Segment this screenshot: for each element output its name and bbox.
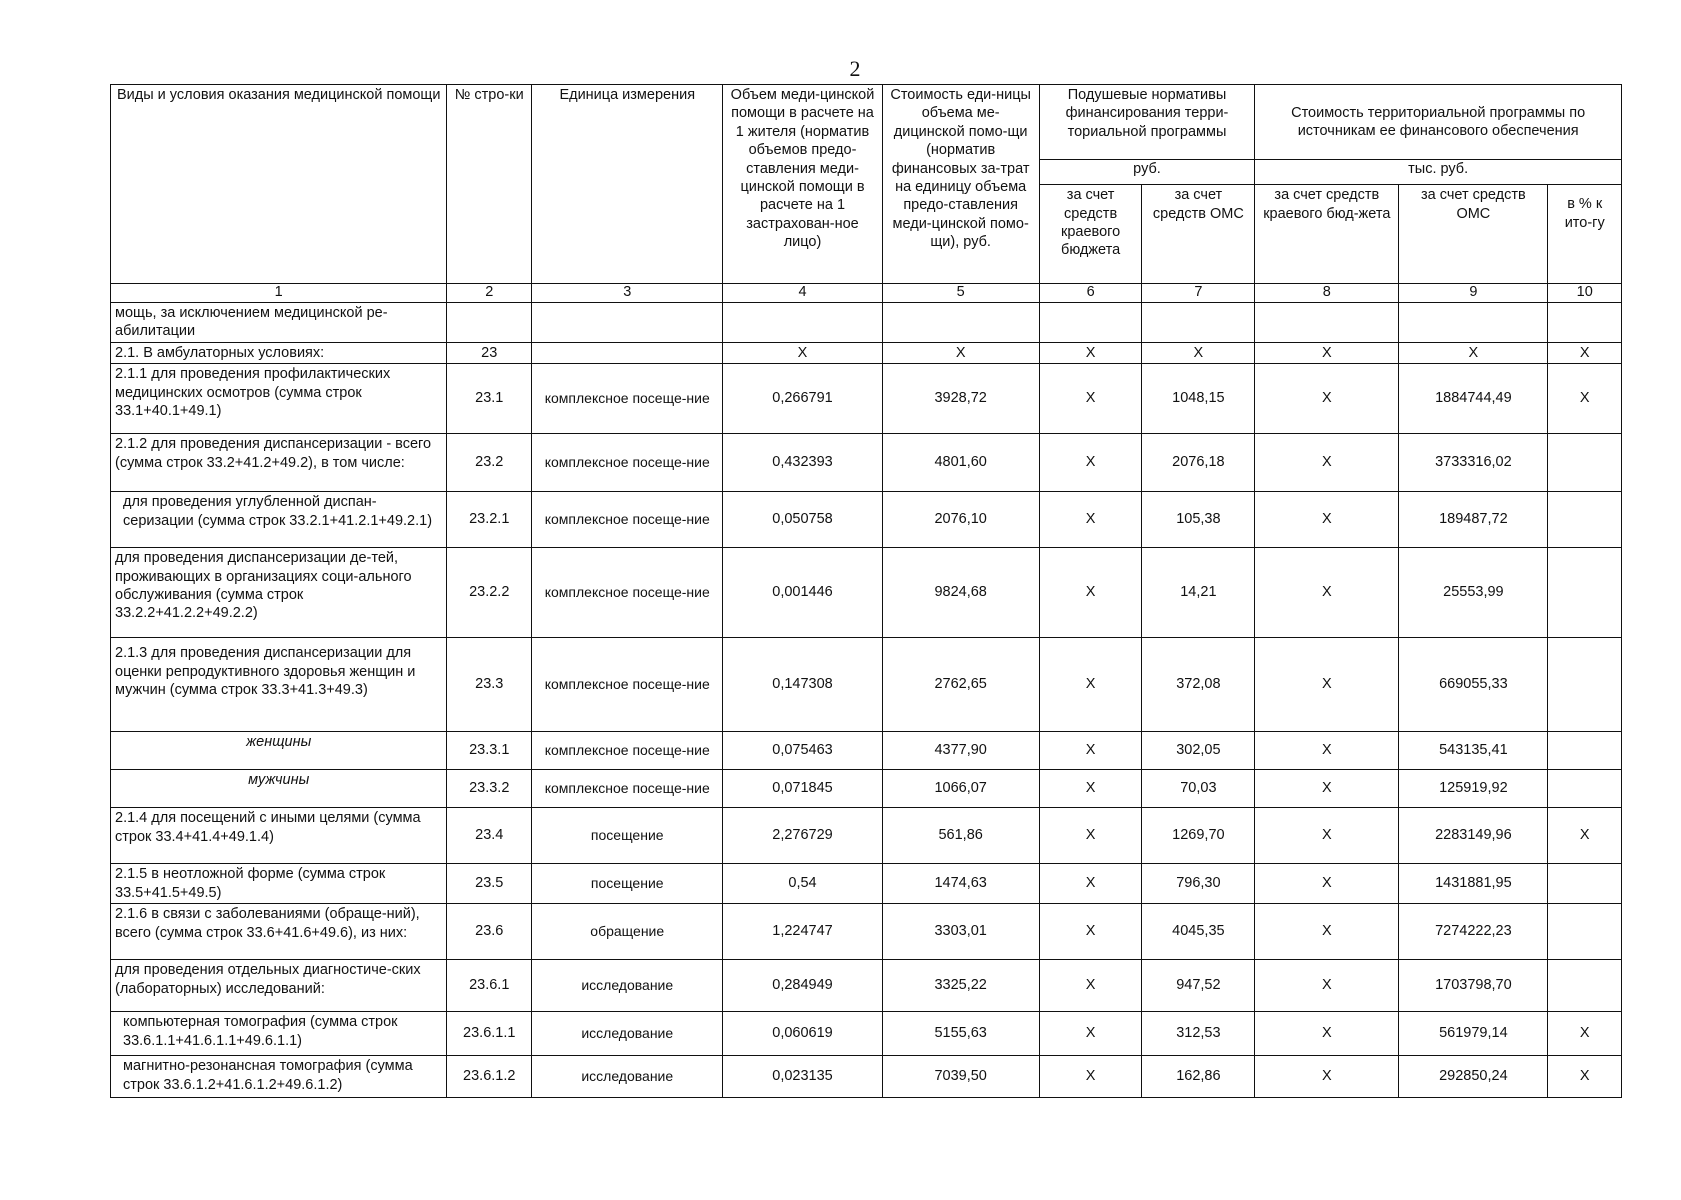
table-row — [111, 302, 1622, 342]
row-line-number: 23.2 — [447, 434, 532, 492]
row-unit-cost: X — [882, 342, 1039, 363]
row-norm-oms: 302,05 — [1142, 732, 1255, 770]
row-percent: X — [1548, 1056, 1622, 1098]
row-total-oms: 292850,24 — [1399, 1056, 1548, 1098]
row-norm-oms: 105,38 — [1142, 492, 1255, 548]
row-volume: 0,266791 — [723, 364, 882, 434]
row-norm-budget: X — [1039, 342, 1142, 363]
row-unit: комплексное посеще-ние — [532, 434, 723, 492]
row-line-number: 23.6.1.1 — [447, 1012, 532, 1056]
row-percent — [1548, 770, 1622, 808]
row-norm-oms: 70,03 — [1142, 770, 1255, 808]
table-row — [111, 1012, 1622, 1056]
row-line-number: 23.5 — [447, 864, 532, 904]
row-line-number: 23.1 — [447, 364, 532, 434]
row-name: женщины — [111, 732, 447, 770]
row-total-budget: X — [1255, 770, 1399, 808]
row-line-number: 23.6 — [447, 904, 532, 960]
row-line-number — [447, 302, 532, 342]
column-number: 10 — [1548, 284, 1622, 303]
row-line-number: 23.6.1.2 — [447, 1056, 532, 1098]
table-row — [111, 864, 1622, 904]
table-row — [111, 732, 1622, 770]
row-volume: 0,147308 — [723, 638, 882, 732]
row-percent — [1548, 904, 1622, 960]
header-row-1 — [111, 85, 1622, 160]
row-norm-budget: X — [1039, 770, 1142, 808]
row-total-budget: X — [1255, 364, 1399, 434]
row-norm-budget: X — [1039, 864, 1142, 904]
row-name: компьютерная томография (сумма строк 33.6.1.1+41.6.1.1+49.6.1.1) — [111, 1012, 447, 1056]
row-volume: 0,284949 — [723, 960, 882, 1012]
row-norm-oms: 947,52 — [1142, 960, 1255, 1012]
row-total-budget: X — [1255, 1012, 1399, 1056]
row-unit-cost: 561,86 — [882, 808, 1039, 864]
row-volume: 0,023135 — [723, 1056, 882, 1098]
column-number-row — [111, 284, 1622, 303]
row-total-oms: 125919,92 — [1399, 770, 1548, 808]
column-number: 6 — [1039, 284, 1142, 303]
row-percent: X — [1548, 364, 1622, 434]
row-unit — [532, 342, 723, 363]
row-volume — [723, 302, 882, 342]
row-total-oms: 2283149,96 — [1399, 808, 1548, 864]
row-name: 2.1.6 в связи с заболеваниями (обраще-ний), всего (сумма строк 33.6+41.6+49.6), из них: — [111, 904, 447, 960]
row-unit-cost: 7039,50 — [882, 1056, 1039, 1098]
table-row — [111, 808, 1622, 864]
row-total-budget: X — [1255, 732, 1399, 770]
row-line-number: 23.3.2 — [447, 770, 532, 808]
row-name: для проведения углубленной диспан-серизации (сумма строк 33.2.1+41.2.1+49.2.1) — [111, 492, 447, 548]
row-percent — [1548, 548, 1622, 638]
row-volume: 2,276729 — [723, 808, 882, 864]
row-total-oms: 25553,99 — [1399, 548, 1548, 638]
row-unit: посещение — [532, 808, 723, 864]
row-percent — [1548, 864, 1622, 904]
header-percent: в % к ито-гу — [1548, 185, 1622, 284]
row-unit-cost: 2762,65 — [882, 638, 1039, 732]
row-norm-budget: X — [1039, 434, 1142, 492]
row-percent — [1548, 638, 1622, 732]
row-norm-oms: X — [1142, 342, 1255, 363]
row-total-oms: 7274222,23 — [1399, 904, 1548, 960]
column-number: 2 — [447, 284, 532, 303]
column-number: 9 — [1399, 284, 1548, 303]
row-total-budget: X — [1255, 904, 1399, 960]
row-line-number: 23.2.1 — [447, 492, 532, 548]
row-unit-cost: 5155,63 — [882, 1012, 1039, 1056]
header-volume-text: Объем меди-цинской помощи в расчете на 1 жителя (норматив объемов предо-ставления меди-цинской помощи в расчете на 1 застрахован-ное лицо) — [730, 87, 875, 251]
row-norm-budget: X — [1039, 808, 1142, 864]
row-name: для проведения отдельных диагностиче-ских (лабораторных) исследований: — [111, 960, 447, 1012]
row-total-budget: X — [1255, 492, 1399, 548]
row-norm-oms: 162,86 — [1142, 1056, 1255, 1098]
column-number: 5 — [882, 284, 1039, 303]
row-volume: 0,432393 — [723, 434, 882, 492]
row-unit: посещение — [532, 864, 723, 904]
row-unit: комплексное посеще-ние — [532, 638, 723, 732]
row-total-budget: X — [1255, 548, 1399, 638]
row-norm-budget: X — [1039, 1056, 1142, 1098]
row-unit-cost: 1474,63 — [882, 864, 1039, 904]
row-name: 2.1. В амбулаторных условиях: — [111, 342, 447, 363]
column-number: 3 — [532, 284, 723, 303]
row-unit-cost: 4377,90 — [882, 732, 1039, 770]
column-number: 7 — [1142, 284, 1255, 303]
row-unit — [532, 302, 723, 342]
row-total-budget: X — [1255, 638, 1399, 732]
row-unit: комплексное посеще-ние — [532, 364, 723, 434]
row-unit: исследование — [532, 1012, 723, 1056]
table-row — [111, 1056, 1622, 1098]
row-percent: X — [1548, 1012, 1622, 1056]
row-unit: комплексное посеще-ние — [532, 770, 723, 808]
page-number: 2 — [849, 56, 861, 81]
row-total-oms: 669055,33 — [1399, 638, 1548, 732]
table-row — [111, 342, 1622, 363]
row-total-budget: X — [1255, 342, 1399, 363]
header-program-cost: Стоимость территориальной программы по источникам ее финансового обеспечения — [1255, 85, 1622, 160]
row-name: 2.1.2 для проведения диспансеризации - всего (сумма строк 33.2+41.2+49.2), в том числе: — [111, 434, 447, 492]
header-unit-cost: Стоимость еди-ницы объема ме-дицинской помо-щи (норматив финансовых за-трат на единицу объема предо-ставления меди-цинской помо-щи), руб. — [882, 85, 1039, 284]
header-norm-oms: за счет средств ОМС — [1142, 185, 1255, 284]
row-unit: комплексное посеще-ние — [532, 548, 723, 638]
row-norm-budget: X — [1039, 364, 1142, 434]
row-norm-oms: 2076,18 — [1142, 434, 1255, 492]
header-kinds-of-care: Виды и условия оказания медицинской помощи — [111, 85, 447, 284]
row-unit-cost: 4801,60 — [882, 434, 1039, 492]
row-total-oms: 561979,14 — [1399, 1012, 1548, 1056]
header-norm-budget: за счет средств краевого бюджета — [1039, 185, 1142, 284]
row-volume: 0,54 — [723, 864, 882, 904]
row-norm-budget: X — [1039, 904, 1142, 960]
row-norm-oms: 1048,15 — [1142, 364, 1255, 434]
row-volume: 0,075463 — [723, 732, 882, 770]
row-norm-oms — [1142, 302, 1255, 342]
row-volume: 0,001446 — [723, 548, 882, 638]
row-norm-oms: 1269,70 — [1142, 808, 1255, 864]
row-total-budget: X — [1255, 864, 1399, 904]
header-volume — [723, 85, 882, 284]
table-row — [111, 434, 1622, 492]
header-total-budget: за счет средств краевого бюд-жета — [1255, 185, 1399, 284]
row-unit-cost: 9824,68 — [882, 548, 1039, 638]
row-name: мощь, за исключением медицинской ре-абилитации — [111, 302, 447, 342]
column-number: 4 — [723, 284, 882, 303]
row-name: магнитно-резонансная томография (сумма строк 33.6.1.2+41.6.1.2+49.6.1.2) — [111, 1056, 447, 1098]
row-norm-budget: X — [1039, 492, 1142, 548]
column-number: 1 — [111, 284, 447, 303]
row-volume: X — [723, 342, 882, 363]
row-unit-cost: 1066,07 — [882, 770, 1039, 808]
row-percent: X — [1548, 808, 1622, 864]
row-volume: 0,060619 — [723, 1012, 882, 1056]
table-row — [111, 904, 1622, 960]
row-name: для проведения диспансеризации де-тей, проживающих в организациях соци-ального обслуживания (сумма строк 33.2.2+41.2.2+49.2.2) — [111, 548, 447, 638]
header-unit-rub: руб. — [1039, 160, 1255, 185]
row-unit: обращение — [532, 904, 723, 960]
table-row — [111, 960, 1622, 1012]
row-norm-budget: X — [1039, 732, 1142, 770]
row-norm-oms: 796,30 — [1142, 864, 1255, 904]
row-name: 2.1.3 для проведения диспансеризации для оценки репродуктивного здоровья женщин и мужчин (сумма строк 33.3+41.3+49.3) — [111, 638, 447, 732]
row-name: 2.1.5 в неотложной форме (сумма строк 33.5+41.5+49.5) — [111, 864, 447, 904]
row-percent — [1548, 960, 1622, 1012]
row-volume: 0,071845 — [723, 770, 882, 808]
header-unit-thous-rub: тыс. руб. — [1255, 160, 1622, 185]
row-unit: исследование — [532, 960, 723, 1012]
row-norm-budget: X — [1039, 548, 1142, 638]
row-unit-cost: 2076,10 — [882, 492, 1039, 548]
row-norm-budget: X — [1039, 1012, 1142, 1056]
row-name: 2.1.1 для проведения профилактических медицинских осмотров (сумма строк 33.1+40.1+49.1) — [111, 364, 447, 434]
row-percent — [1548, 492, 1622, 548]
row-unit: комплексное посеще-ние — [532, 732, 723, 770]
table-row — [111, 364, 1622, 434]
row-unit-cost: 3303,01 — [882, 904, 1039, 960]
medical-program-table — [110, 84, 1622, 1098]
row-line-number: 23.6.1 — [447, 960, 532, 1012]
row-total-oms: 3733316,02 — [1399, 434, 1548, 492]
row-unit: исследование — [532, 1056, 723, 1098]
row-norm-oms: 14,21 — [1142, 548, 1255, 638]
row-percent — [1548, 434, 1622, 492]
row-volume: 0,050758 — [723, 492, 882, 548]
row-norm-budget: X — [1039, 638, 1142, 732]
row-norm-budget — [1039, 302, 1142, 342]
header-line-number: № стро-ки — [447, 85, 532, 284]
row-total-oms — [1399, 302, 1548, 342]
row-norm-oms: 4045,35 — [1142, 904, 1255, 960]
table-row — [111, 492, 1622, 548]
row-line-number: 23.3.1 — [447, 732, 532, 770]
row-unit-cost: 3325,22 — [882, 960, 1039, 1012]
header-per-capita-norms: Подушевые нормативы финансирования терри-ториальной программы — [1039, 85, 1255, 160]
row-percent: X — [1548, 342, 1622, 363]
row-total-oms: 1884744,49 — [1399, 364, 1548, 434]
row-total-budget — [1255, 302, 1399, 342]
row-name: мужчины — [111, 770, 447, 808]
row-unit: комплексное посеще-ние — [532, 492, 723, 548]
row-unit-cost — [882, 302, 1039, 342]
row-total-oms: 189487,72 — [1399, 492, 1548, 548]
row-total-budget: X — [1255, 434, 1399, 492]
header-unit: Единица измерения — [532, 85, 723, 284]
row-line-number: 23 — [447, 342, 532, 363]
row-total-oms: 1703798,70 — [1399, 960, 1548, 1012]
row-line-number: 23.4 — [447, 808, 532, 864]
row-norm-oms: 372,08 — [1142, 638, 1255, 732]
row-norm-oms: 312,53 — [1142, 1012, 1255, 1056]
row-name: 2.1.4 для посещений с иными целями (сумма строк 33.4+41.4+49.1.4) — [111, 808, 447, 864]
column-number: 8 — [1255, 284, 1399, 303]
row-percent — [1548, 732, 1622, 770]
row-unit-cost: 3928,72 — [882, 364, 1039, 434]
row-line-number: 23.2.2 — [447, 548, 532, 638]
table-row — [111, 638, 1622, 732]
row-percent — [1548, 302, 1622, 342]
row-volume: 1,224747 — [723, 904, 882, 960]
table-row — [111, 548, 1622, 638]
row-total-oms: 543135,41 — [1399, 732, 1548, 770]
row-total-oms: X — [1399, 342, 1548, 363]
row-line-number: 23.3 — [447, 638, 532, 732]
row-norm-budget: X — [1039, 960, 1142, 1012]
row-total-oms: 1431881,95 — [1399, 864, 1548, 904]
table-row — [111, 770, 1622, 808]
header-total-oms: за счет средств ОМС — [1399, 185, 1548, 284]
row-total-budget: X — [1255, 1056, 1399, 1098]
row-total-budget: X — [1255, 960, 1399, 1012]
row-total-budget: X — [1255, 808, 1399, 864]
